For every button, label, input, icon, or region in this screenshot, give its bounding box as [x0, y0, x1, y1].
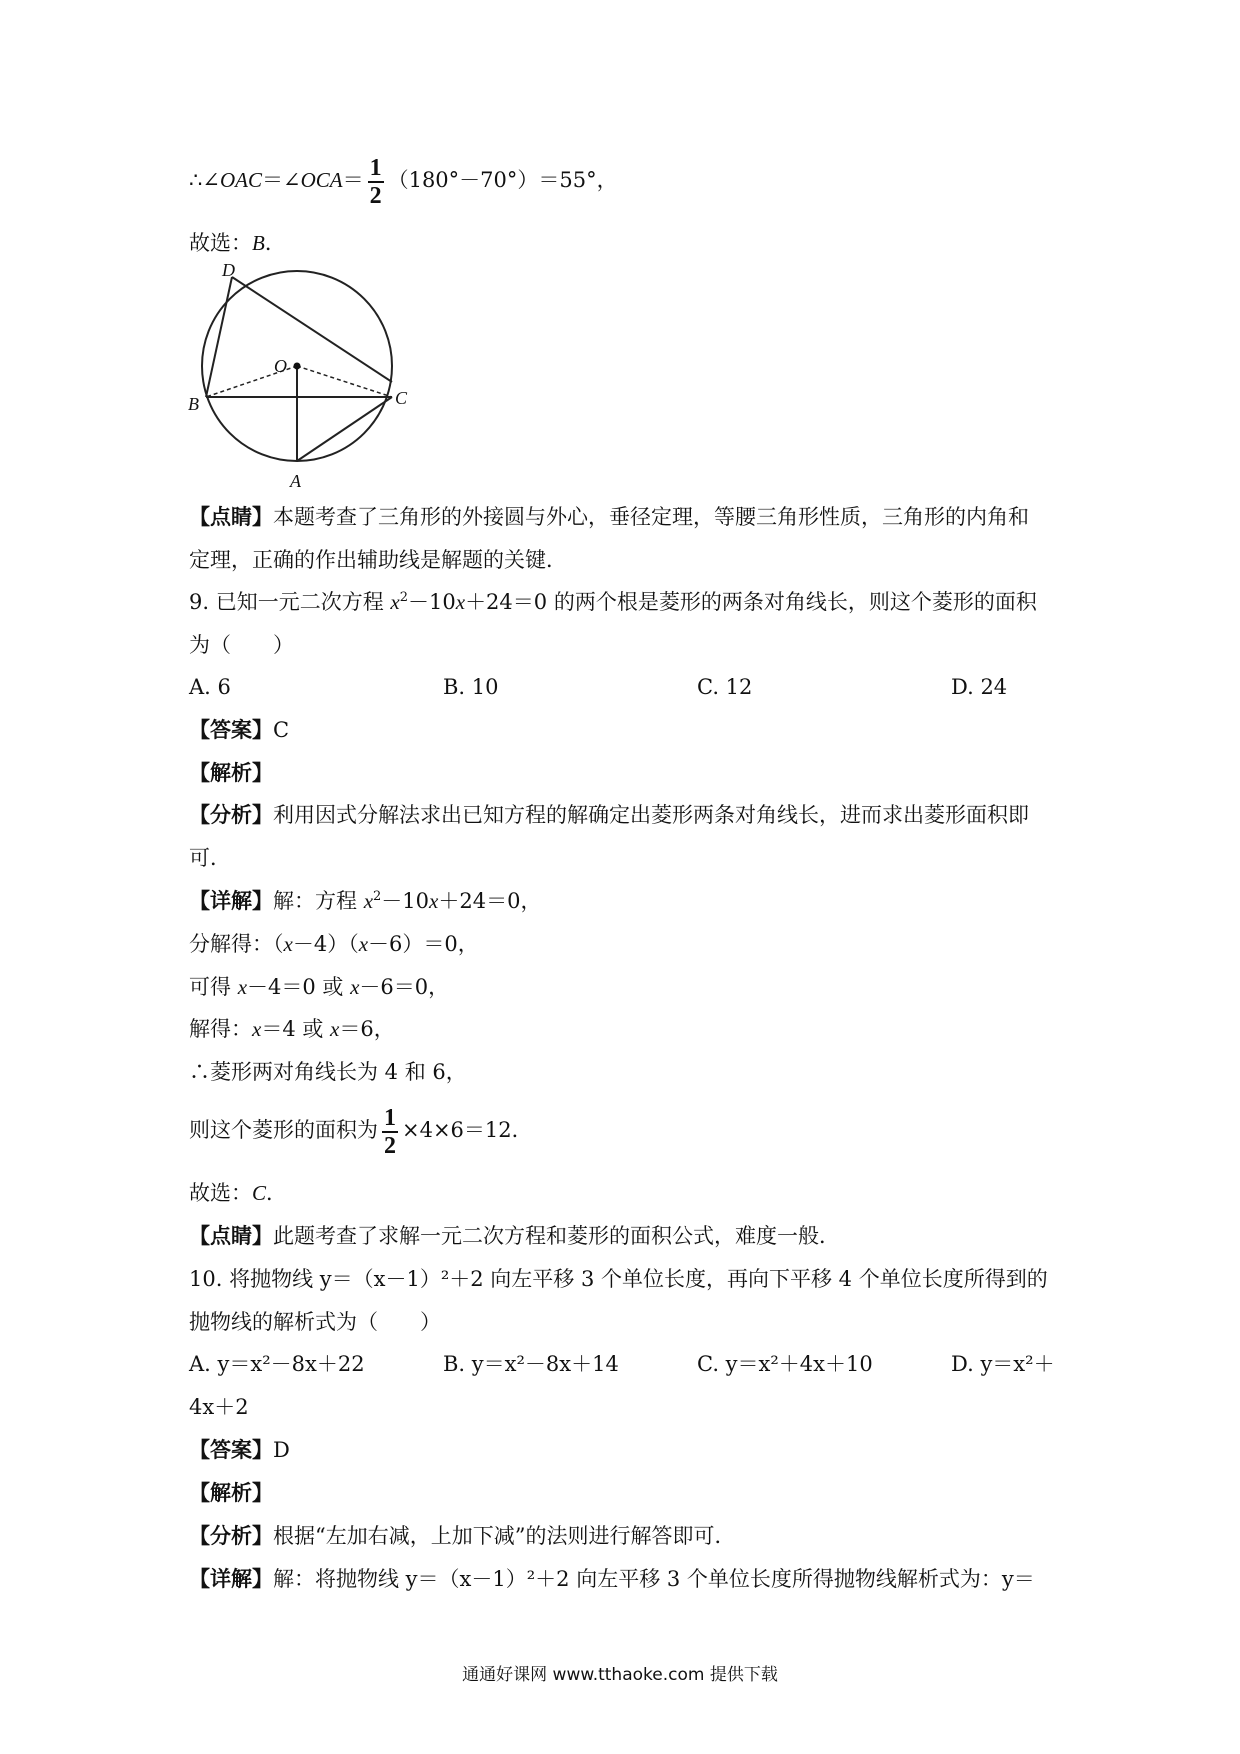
q9-fenxi-line1: 【分析】利用因式分解法求出已知方程的解确定出菱形两条对角线长，进而求出菱形面积即 — [189, 803, 1029, 827]
prev-comment-line1: 【点睛】本题考查了三角形的外接圆与外心，垂径定理，等腰三角形性质，三角形的内角和 — [189, 505, 1029, 529]
label-o: O — [274, 356, 287, 376]
angle-oac: OAC — [219, 168, 262, 192]
q9-stem-line2: 为（ ） — [189, 633, 294, 657]
angle-oca: OCA — [300, 168, 343, 192]
q10-option-a: A. y＝x²－8x＋22 — [189, 1352, 365, 1376]
label-a: A — [290, 471, 301, 491]
prev-comment-line2: 定理，正确的作出辅助线是解题的关键． — [189, 548, 567, 572]
q9-option-d: D. 24 — [951, 675, 1008, 699]
equals-sign: ＝ — [342, 168, 364, 192]
page-footer: 通通好课网 www.tthaoke.com 提供下载 — [462, 1665, 778, 1685]
q10-fenxi: 【分析】根据“左加右减，上加下减”的法则进行解答即可． — [189, 1524, 736, 1548]
choice-letter: B — [252, 231, 265, 255]
q10-answer: 【答案】D — [189, 1438, 290, 1462]
q9-analysis-tag: 【解析】 — [189, 761, 273, 785]
q9-fenxi-line2: 可． — [189, 846, 231, 870]
segment-db — [206, 277, 232, 397]
label-b: B — [188, 394, 199, 414]
q10-option-c: C. y＝x²＋4x＋10 — [697, 1352, 873, 1376]
q9-option-b: B. 10 — [443, 675, 499, 699]
half-fraction: $\frac{1}{2}$ — [369, 154, 382, 209]
q10-answer-value: D — [273, 1438, 290, 1462]
q9-answer-value: C — [273, 718, 290, 742]
segment-dc — [232, 277, 392, 382]
q9-comment: 【点睛】此题考查了求解一元二次方程和菱形的面积公式，难度一般． — [189, 1224, 840, 1248]
q9-step-solve: 解得：x＝4 或 x＝6， — [189, 1017, 395, 1041]
label-c: C — [395, 388, 408, 408]
circle-geometry-diagram — [186, 262, 416, 492]
q9-stem-line1: 9. 已知一元二次方程 $x^2-10x+24=0$ 的两个根是菱形的两条对角线长，则这个菱形的面积 — [189, 590, 1037, 614]
dashed-oc — [297, 366, 392, 397]
q9-step-area: 则这个菱形的面积为 $\frac{1}{2}$ ×4×6＝12． — [189, 1104, 533, 1159]
q10-option-d-cont: 4x＋2 — [189, 1395, 249, 1419]
angle-equation — [189, 150, 618, 210]
q9-step-factor: 分解得：（x－4）（x－6）＝0， — [189, 932, 479, 956]
q10-option-d: D. y＝x²＋ — [951, 1352, 1055, 1376]
q9-step-diagonals: ∴菱形两对角线长为 4 和 6， — [189, 1060, 467, 1084]
equals-angle: ＝∠ — [261, 168, 301, 192]
q9-step-roots: 可得 x－4＝0 或 x－6＝0， — [189, 975, 450, 999]
therefore-symbol: ∴∠ — [189, 168, 220, 192]
q9-answer: 【答案】C — [189, 718, 290, 742]
angle-calc: （180°－70°）＝55°， — [387, 168, 618, 192]
q10-option-b: B. y＝x²－8x＋14 — [443, 1352, 619, 1376]
q9-option-c: C. 12 — [697, 675, 753, 699]
center-point — [294, 363, 301, 370]
q9-choice: 故选：C． — [189, 1181, 288, 1205]
q9-option-a: A. 6 — [189, 675, 231, 699]
q10-detail: 【详解】解：将抛物线 y＝（x－1）²＋2 向左平移 3 个单位长度所得抛物线解析式为：y＝ — [189, 1567, 1035, 1591]
choice-line-prev: 故选：B． — [189, 231, 286, 255]
label-d: D — [222, 262, 235, 280]
area-fraction: $\frac{1}{2}$ — [384, 1104, 396, 1159]
segment-ac — [297, 397, 392, 461]
q10-stem-line2: 抛物线的解析式为（ ） — [189, 1310, 441, 1334]
q10-stem-line1: 10. 将抛物线 y＝（x－1）²＋2 向左平移 3 个单位长度，再向下平移 4 个单位长度所得到的 — [189, 1267, 1048, 1291]
q9-detail: 【详解】解：方程 $x^2-10x+24=0$， — [189, 889, 542, 913]
comment-tag: 【点睛】 — [189, 505, 273, 529]
q10-analysis-tag: 【解析】 — [189, 1481, 273, 1505]
